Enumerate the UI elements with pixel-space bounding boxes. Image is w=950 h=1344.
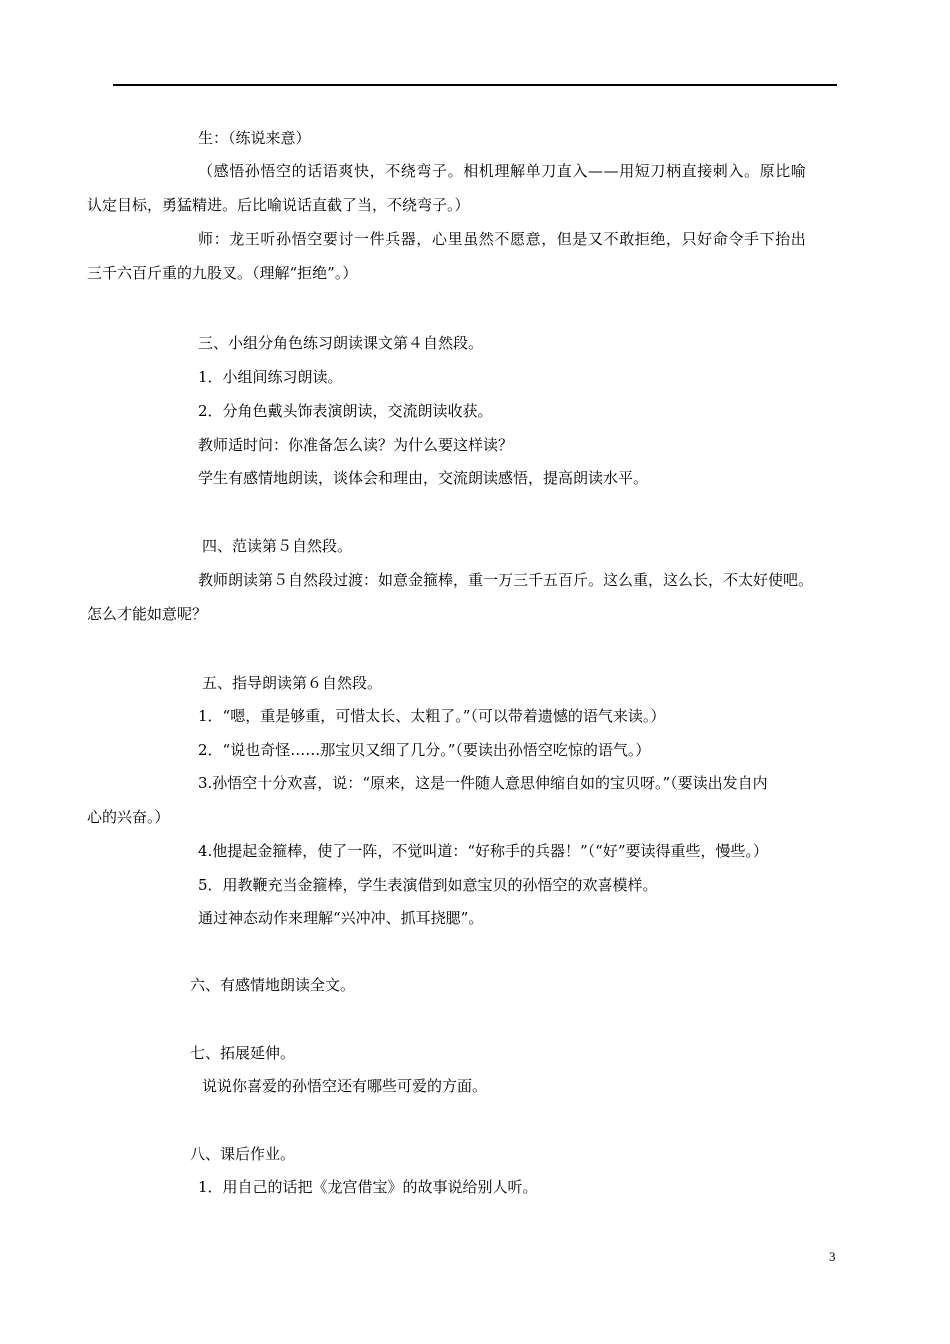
- heading-section-6: 六、有感情地朗读全文。: [190, 976, 356, 994]
- heading-section-5: 五、指导朗读第６自然段。: [202, 674, 383, 692]
- line-insight-1: （感悟孙悟空的话语爽快，不绕弯子。相机理解单刀直入——用短刀柄直接刺入。原比喻: [198, 162, 807, 180]
- header-rule: [113, 84, 837, 86]
- line-student: 生：（练说来意）: [198, 129, 311, 147]
- heading-section-3: 三、小组分角色练习朗读课文第４自然段。: [198, 334, 484, 352]
- line-5-3-cont: 心的兴奋。）: [87, 808, 170, 826]
- line-3-2: 2．分角色戴头饰表演朗读，交流朗读收获。: [198, 402, 493, 420]
- line-5-4: 4.他提起金箍棒，使了一阵，不觉叫道：“好称手的兵器！”（“好”要读得重些，慢些。）: [198, 842, 768, 860]
- line-4-1: 教师朗读第５自然段过渡：如意金箍棒，重一万三千五百斤。这么重，这么长，不太好使吧。: [198, 571, 814, 589]
- heading-section-4: 四、范读第５自然段。: [202, 537, 353, 555]
- heading-section-7: 七、拓展延伸。: [190, 1044, 296, 1062]
- page-number: 3: [829, 1249, 836, 1264]
- line-3-student: 学生有感情地朗读，谈体会和理由，交流朗读感悟，提高朗读水平。: [198, 469, 649, 487]
- line-3-1: 1．小组间练习朗读。: [198, 368, 343, 386]
- line-4-2: 怎么才能如意呢？: [87, 605, 208, 623]
- line-5-2: 2．“说也奇怪……那宝贝又细了几分。”（要读出孙悟空吃惊的语气。）: [198, 741, 651, 759]
- line-5-3: 3.孙悟空十分欢喜，说：“原来，这是一件随人意思伸缩自如的宝贝呀。”（要读出发自内: [198, 774, 768, 792]
- heading-section-8: 八、课后作业。: [190, 1145, 296, 1163]
- line-teacher-2: 三千六百斤重的九股叉。（理解“拒绝”。）: [87, 264, 358, 282]
- line-insight-2: 认定目标，勇猛精进。后比喻说话直截了当，不绕弯子。）: [87, 196, 470, 214]
- line-teacher-1: 师：龙王听孙悟空要讨一件兵器，心里虽然不愿意，但是又不敢拒绝，只好命令手下抬出: [198, 230, 807, 248]
- line-8-1: 1．用自己的话把《龙宫借宝》的故事说给别人听。: [198, 1178, 538, 1196]
- line-5-6: 通过神态动作来理解“兴冲冲、抓耳挠腮”。: [198, 909, 484, 927]
- line-3-question: 教师适时问：你准备怎么读？为什么要这样读？: [198, 436, 514, 454]
- line-7-1: 说说你喜爱的孙悟空还有哪些可爱的方面。: [202, 1077, 488, 1095]
- line-5-5: 5．用教鞭充当金箍棒，学生表演借到如意宝贝的孙悟空的欢喜模样。: [198, 876, 658, 894]
- line-5-1: 1．“嗯，重是够重，可惜太长、太粗了。”（可以带着遗憾的语气来读。）: [198, 707, 666, 725]
